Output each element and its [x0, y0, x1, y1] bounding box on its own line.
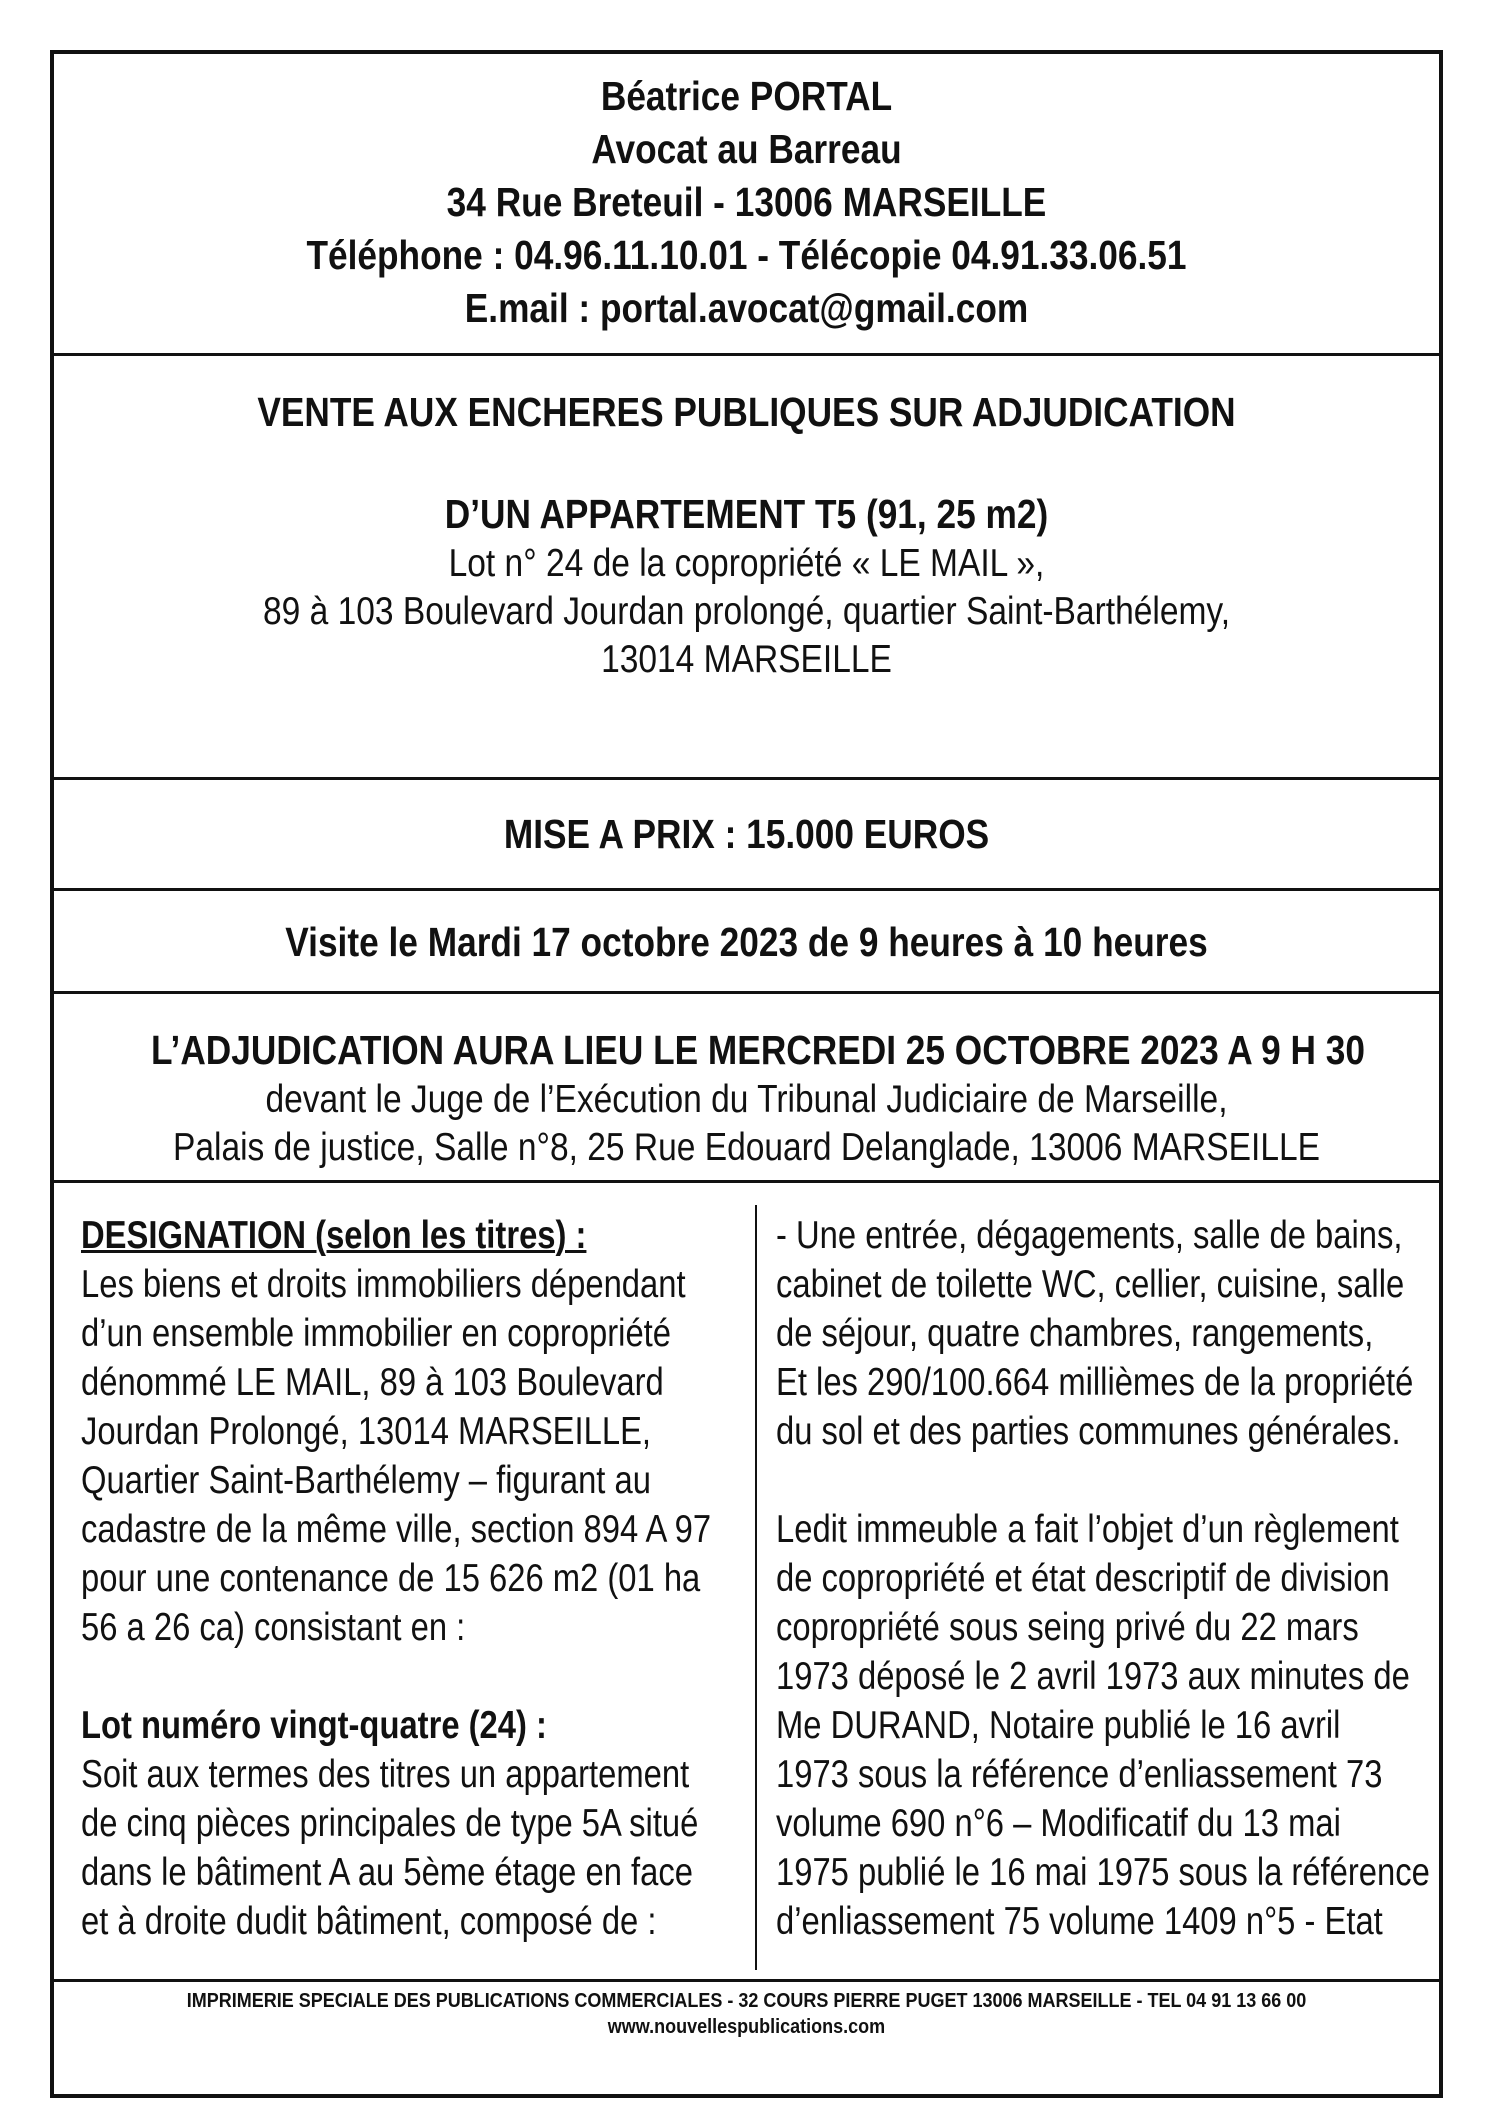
lot-text [81, 1750, 731, 1946]
text-line: pour une contenance de 15 626 m2 (01 ha [81, 1557, 701, 1600]
text-line: Me DURAND, Notaire publié le 16 avril [776, 1704, 1341, 1747]
text-line: 1975 publié le 16 mai 1975 sous la référence [776, 1851, 1430, 1894]
text-line: Et les 290/100.664 millièmes de la propriété [776, 1361, 1414, 1404]
text-line: volume 690 n°6 – Modificatif du 13 mai [776, 1802, 1341, 1845]
court-address: Palais de justice, Salle n°8, 25 Rue Edouard Delanglade, 13006 MARSEILLE [172, 1126, 1321, 1169]
text-line: de séjour, quatre chambres, rangements, [776, 1312, 1374, 1355]
text-line: dénommé LE MAIL, 89 à 103 Boulevard [81, 1361, 664, 1404]
lawyer-address: 34 Rue Breteuil - 13006 MARSEILLE [446, 179, 1047, 225]
property-title: D’UN APPARTEMENT T5 (91, 25 m2) [444, 491, 1049, 537]
text-line: de cinq pièces principales de type 5A situé [81, 1802, 699, 1845]
court-line: devant le Juge de l’Exécution du Tribunal Judiciaire de Marseille, [265, 1078, 1228, 1121]
text-line: Les biens et droits immobiliers dépendant [81, 1263, 686, 1306]
right-column [776, 1211, 1430, 1946]
text-line: dans le bâtiment A au 5ème étage en face [81, 1851, 693, 1894]
text-line: 1973 sous la référence d’enliassement 73 [776, 1753, 1383, 1796]
reglement-text [776, 1505, 1430, 1946]
property-address: 89 à 103 Boulevard Jourdan prolongé, quartier Saint-Barthélemy, [262, 590, 1231, 633]
adjudication-headline: L’ADJUDICATION AURA LIEU LE MERCREDI 25 OCTOBRE 2023 A 9 H 30 [150, 1027, 1366, 1073]
starting-price: MISE A PRIX : 15.000 EUROS [503, 811, 990, 857]
notice-frame [50, 50, 1443, 2098]
column-divider [755, 1205, 757, 1970]
text-line: Jourdan Prolongé, 13014 MARSEILLE, [81, 1410, 652, 1453]
sale-section [54, 356, 1439, 780]
visit-info: Visite le Mardi 17 octobre 2023 de 9 heures à 10 heures [285, 919, 1208, 965]
lot-label: Lot numéro vingt-quatre (24) : [81, 1704, 547, 1747]
text-line: du sol et des parties communes générales. [776, 1410, 1401, 1453]
lot-description: Lot n° 24 de la copropriété « LE MAIL », [448, 542, 1045, 585]
text-line: Quartier Saint-Barthélemy – figurant au [81, 1459, 651, 1502]
text-line: d’enliassement 75 volume 1409 n°5 - Etat [776, 1900, 1383, 1943]
text-line: et à droite dudit bâtiment, composé de : [81, 1900, 657, 1943]
text-line: d’un ensemble immobilier en copropriété [81, 1312, 671, 1355]
designation-text [81, 1260, 731, 1652]
lawyer-email: E.mail : portal.avocat@gmail.com [464, 285, 1029, 331]
composition-text [776, 1211, 1422, 1456]
left-column [81, 1211, 731, 1946]
printer-website[interactable]: www.nouvellespublications.com [607, 2016, 886, 2038]
lawyer-title: Avocat au Barreau [591, 126, 902, 172]
printer-footer [54, 1988, 1439, 2040]
text-line: de copropriété et état descriptif de division [776, 1557, 1390, 1600]
lawyer-name: Béatrice PORTAL [600, 73, 893, 119]
visit-section [54, 891, 1439, 994]
text-line: Ledit immeuble a fait l’objet d’un règlement [776, 1508, 1399, 1551]
text-line: Soit aux termes des titres un appartement [81, 1753, 690, 1796]
text-line: cabinet de toilette WC, cellier, cuisine, salle [776, 1263, 1405, 1306]
text-line: 1973 déposé le 2 avril 1973 aux minutes de [776, 1655, 1410, 1698]
text-line: - Une entrée, dégagements, salle de bains, [776, 1214, 1403, 1257]
printer-info: IMPRIMERIE SPECIALE DES PUBLICATIONS COMMERCIALES - 32 COURS PIERRE PUGET 13006 MARSEILLE - TEL 04 91 13 66 00 [186, 1990, 1307, 2012]
designation-label: DESIGNATION (selon les titres) : [81, 1214, 587, 1257]
lawyer-phone: Téléphone : 04.96.11.10.01 - Télécopie 04.91.33.06.51 [306, 232, 1187, 278]
price-section [54, 780, 1439, 891]
designation-columns [54, 1183, 1439, 1982]
lawyer-header [54, 54, 1439, 356]
text-line: copropriété sous seing privé du 22 mars [776, 1606, 1359, 1649]
property-city: 13014 MARSEILLE [601, 638, 892, 681]
sale-headline: VENTE AUX ENCHERES PUBLIQUES SUR ADJUDICATION [257, 389, 1236, 435]
text-line: 56 a 26 ca) consistant en : [81, 1606, 466, 1649]
adjudication-section [54, 994, 1439, 1183]
text-line: cadastre de la même ville, section 894 A 97 [81, 1508, 712, 1551]
